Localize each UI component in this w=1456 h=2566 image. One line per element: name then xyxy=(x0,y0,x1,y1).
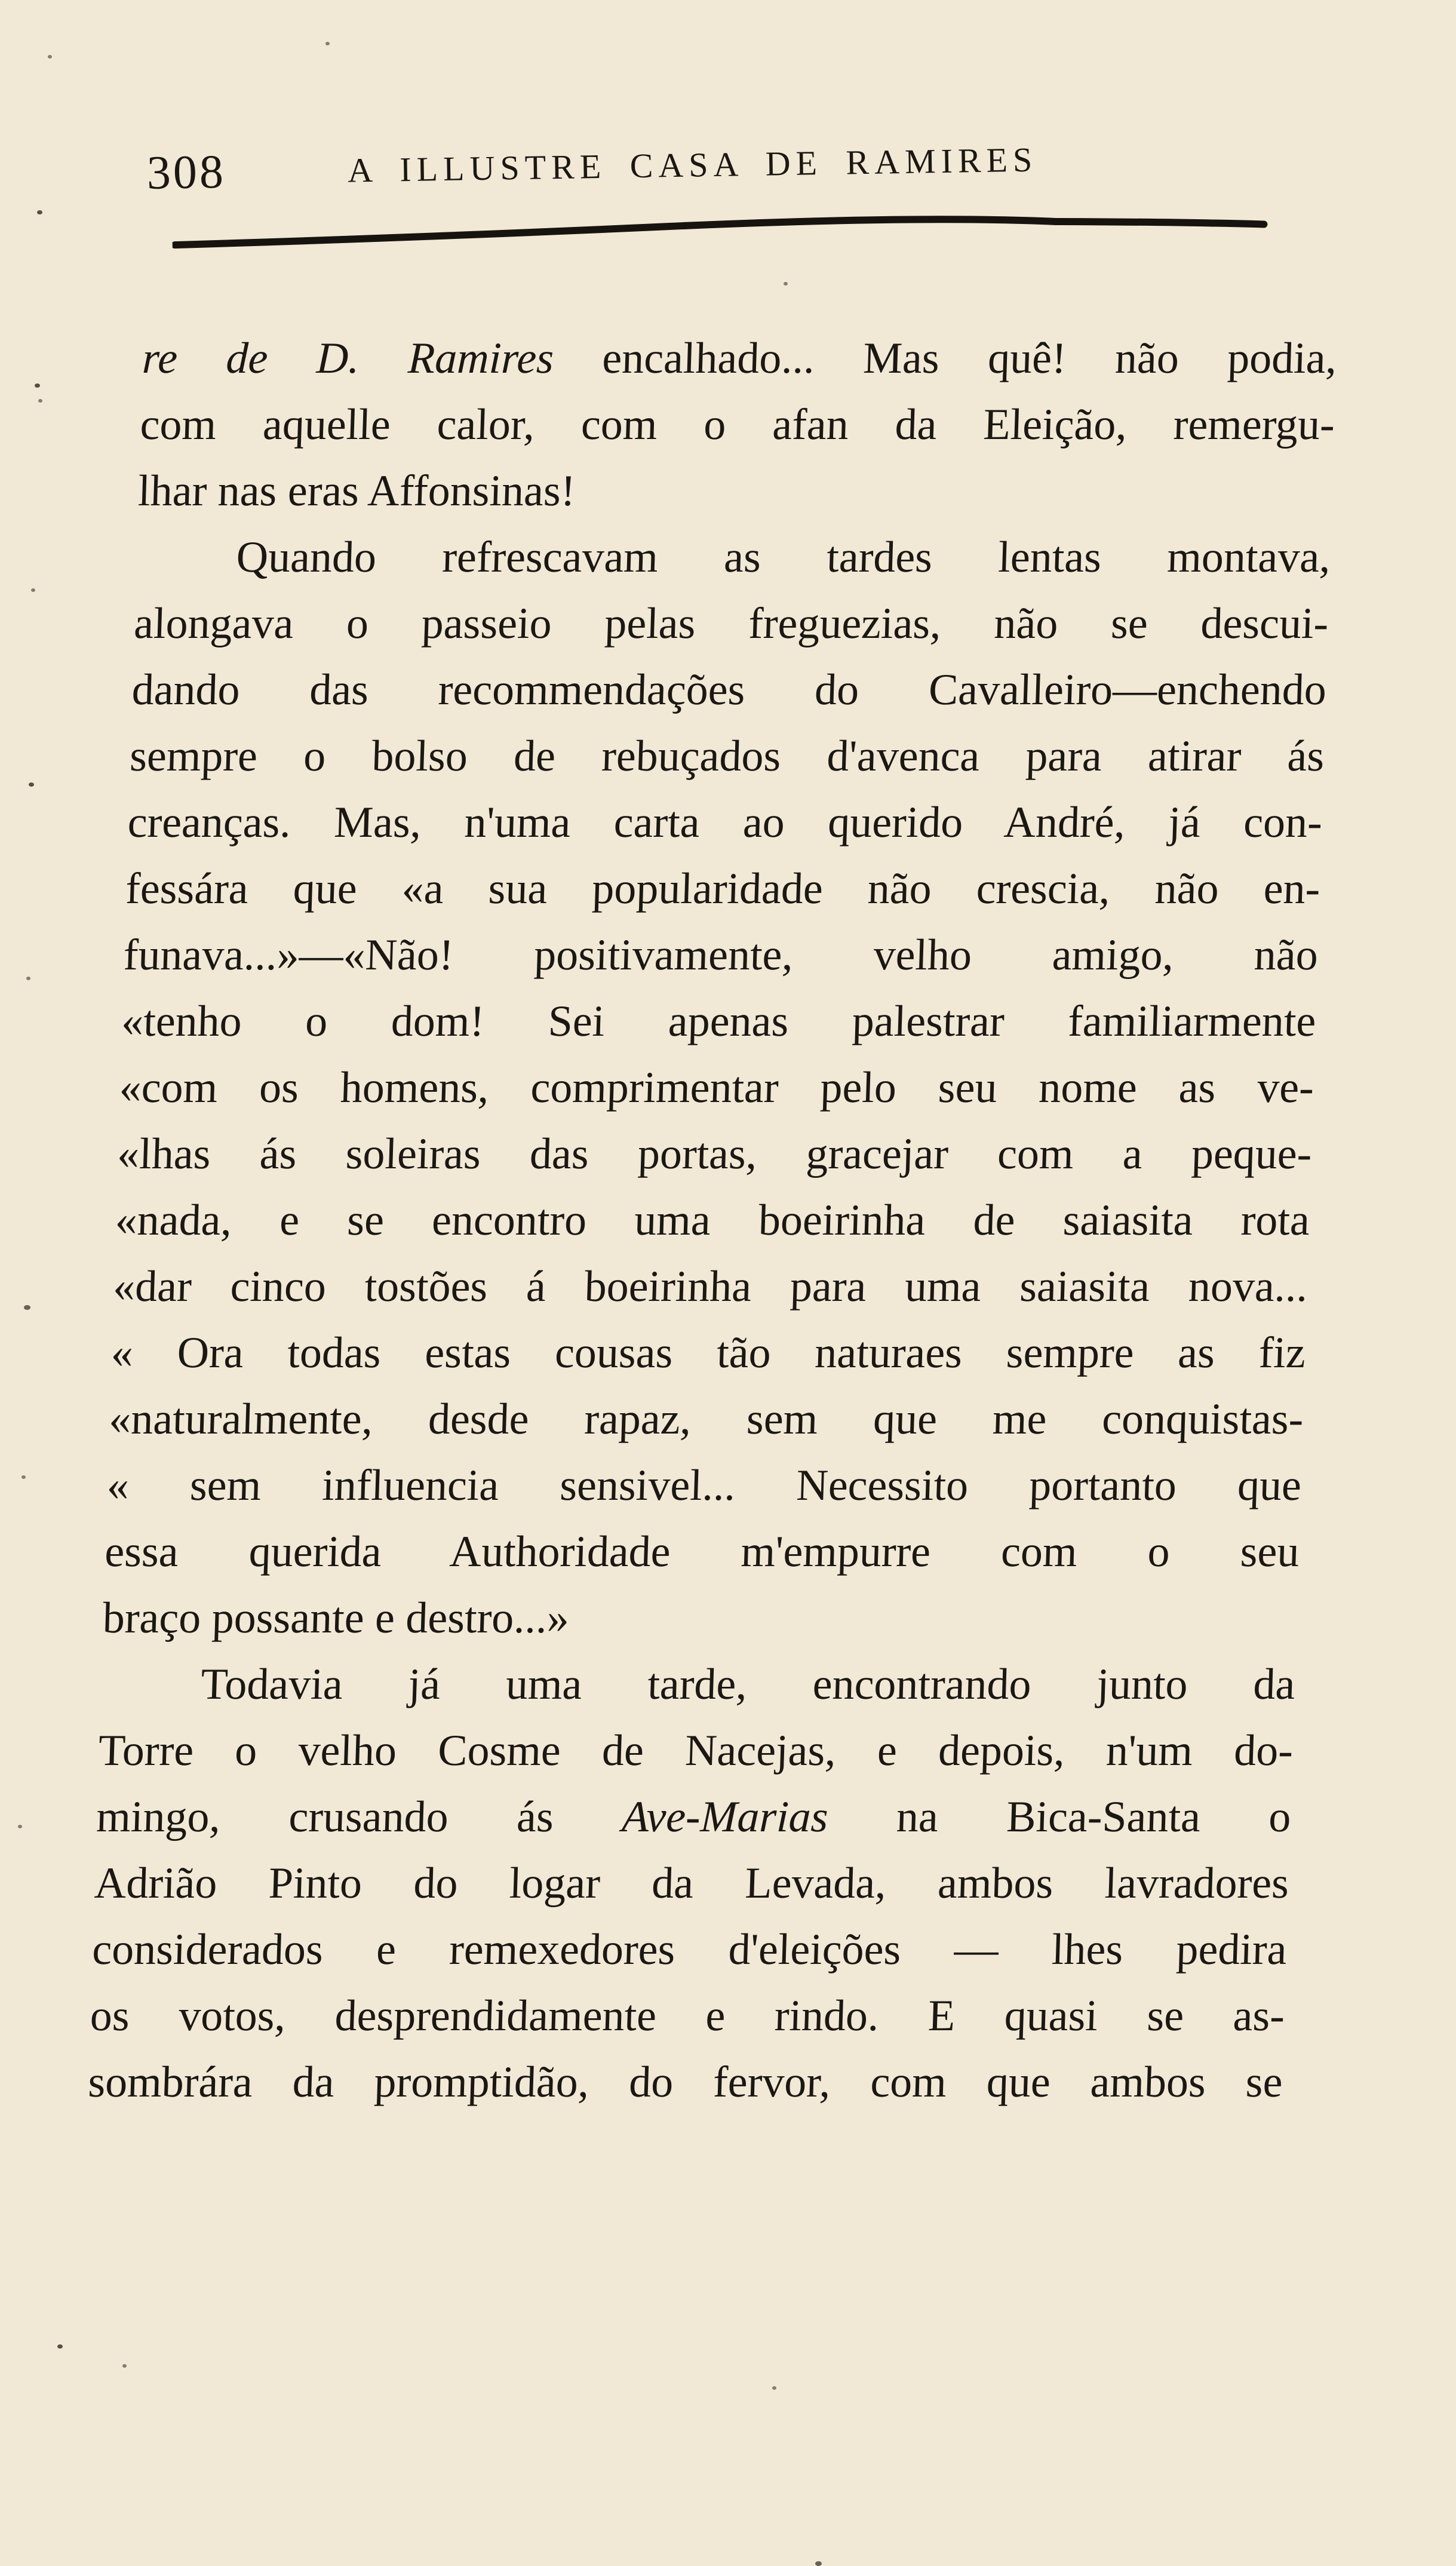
text-line xyxy=(97,1718,1294,1784)
text-segment: «dar cinco tostões á boeirinha para uma saiasita nova... xyxy=(112,1262,1308,1311)
text-segment: sempre o bolso de rebuçados d'avenca para atirar ás xyxy=(129,732,1325,781)
text-segment: «nada, e se encontro uma boeirinha de saiasita rota xyxy=(114,1196,1311,1245)
text-line xyxy=(125,856,1321,922)
text-line xyxy=(116,1121,1313,1187)
scan-speck xyxy=(57,2344,63,2349)
scan-speck xyxy=(784,282,788,286)
text-line xyxy=(122,922,1319,989)
text-line xyxy=(106,1453,1302,1519)
text-line xyxy=(131,657,1327,723)
body-text xyxy=(87,326,1338,2116)
text-line xyxy=(118,1055,1314,1121)
scan-speck xyxy=(21,1475,26,1479)
header-rule xyxy=(172,210,1268,253)
page-number: 308 xyxy=(146,145,226,199)
text-line xyxy=(93,1850,1289,1917)
scan-speck xyxy=(24,1305,30,1310)
scan-speck xyxy=(29,782,34,787)
text-segment: Torre o velho Cosme de Nacejas, e depois, n'um do- xyxy=(97,1726,1294,1775)
scan-speck xyxy=(31,588,35,592)
text-line xyxy=(102,1585,1298,1652)
text-segment: essa querida Authoridade m'empurre com o seu xyxy=(104,1527,1300,1576)
text-line xyxy=(100,1652,1296,1718)
scan-speck xyxy=(815,2561,822,2566)
text-segment: os votos, desprendidamente e rindo. E quasi se as- xyxy=(89,1991,1286,2040)
scan-speck xyxy=(772,2386,776,2390)
scan-speck xyxy=(37,210,42,214)
text-line xyxy=(137,458,1334,524)
text-line xyxy=(121,989,1317,1055)
page-header xyxy=(0,0,1453,199)
text-segment: na Bica-Santa o xyxy=(827,1792,1292,1841)
scan-speck xyxy=(48,55,52,59)
text-line xyxy=(87,2049,1283,2116)
scan-speck xyxy=(35,383,40,388)
text-line xyxy=(114,1187,1310,1254)
text-segment: « sem influencia sensivel... Necessito portanto que xyxy=(106,1461,1303,1510)
text-line xyxy=(139,392,1335,458)
text-line xyxy=(91,1917,1288,1983)
scan-speck xyxy=(18,1825,22,1828)
text-line xyxy=(127,790,1323,856)
italic-text-segment: Ave-Marias xyxy=(621,1792,829,1841)
text-line xyxy=(142,326,1338,392)
text-segment: «lhas ás soleiras das portas, gracejar com a peque- xyxy=(116,1129,1313,1178)
text-segment: com aquelle calor, com o afan da Eleição, remergu- xyxy=(139,400,1336,449)
text-line xyxy=(129,723,1325,790)
text-segment: considerados e remexedores d'eleições — lhes pedira xyxy=(91,1925,1288,1974)
scan-speck xyxy=(325,42,330,45)
text-segment: « Ora todas estas cousas tão naturaes sempre as fiz xyxy=(110,1328,1307,1377)
text-line xyxy=(112,1254,1308,1320)
text-segment: encalhado... Mas quê! não podia, xyxy=(552,334,1338,383)
text-line xyxy=(89,1983,1285,2049)
text-line xyxy=(104,1519,1300,1585)
text-line xyxy=(96,1784,1292,1850)
text-segment: creanças. Mas, n'uma carta ao querido André, já con- xyxy=(127,798,1323,847)
text-segment: «com os homens, comprimentar pelo seu nome as ve- xyxy=(118,1063,1315,1112)
text-segment: sombrára da promptidão, do fervor, com que ambos se xyxy=(87,2058,1283,2107)
text-segment: Quando refrescavam as tardes lentas montava, xyxy=(235,533,1332,582)
text-segment: fessára que «a sua popularidade não crescia, não en- xyxy=(125,864,1321,913)
text-line xyxy=(135,524,1331,591)
running-title: A ILLUSTRE CASA DE RAMIRES xyxy=(347,140,1038,190)
text-segment: dando das recommendações do Cavalleiro—enchendo xyxy=(131,665,1328,714)
text-segment: Todavia já uma tarde, encontrando junto da xyxy=(200,1660,1296,1709)
text-segment: «tenho o dom! Sei apenas palestrar familiarmente xyxy=(121,997,1317,1046)
scan-speck xyxy=(122,2364,127,2368)
text-segment: Adrião Pinto do logar da Levada, ambos lavradores xyxy=(93,1859,1290,1908)
text-segment: lhar nas eras Affonsinas! xyxy=(137,466,576,515)
text-segment: braço possante e destro...» xyxy=(102,1594,570,1643)
scan-speck xyxy=(38,399,42,403)
text-segment: mingo, crusando ás xyxy=(96,1792,623,1841)
text-line xyxy=(108,1386,1304,1453)
text-line xyxy=(133,591,1329,657)
text-line xyxy=(110,1320,1306,1386)
italic-text-segment: re de D. Ramires xyxy=(141,334,555,383)
text-segment: «naturalmente, desde rapaz, sem que me conquistas- xyxy=(108,1395,1304,1444)
text-segment: funava...»—«Não! positivamente, velho amigo, não xyxy=(122,931,1319,980)
scan-speck xyxy=(26,977,30,980)
text-segment: alongava o passeio pelas freguezias, não se descui- xyxy=(133,599,1329,648)
